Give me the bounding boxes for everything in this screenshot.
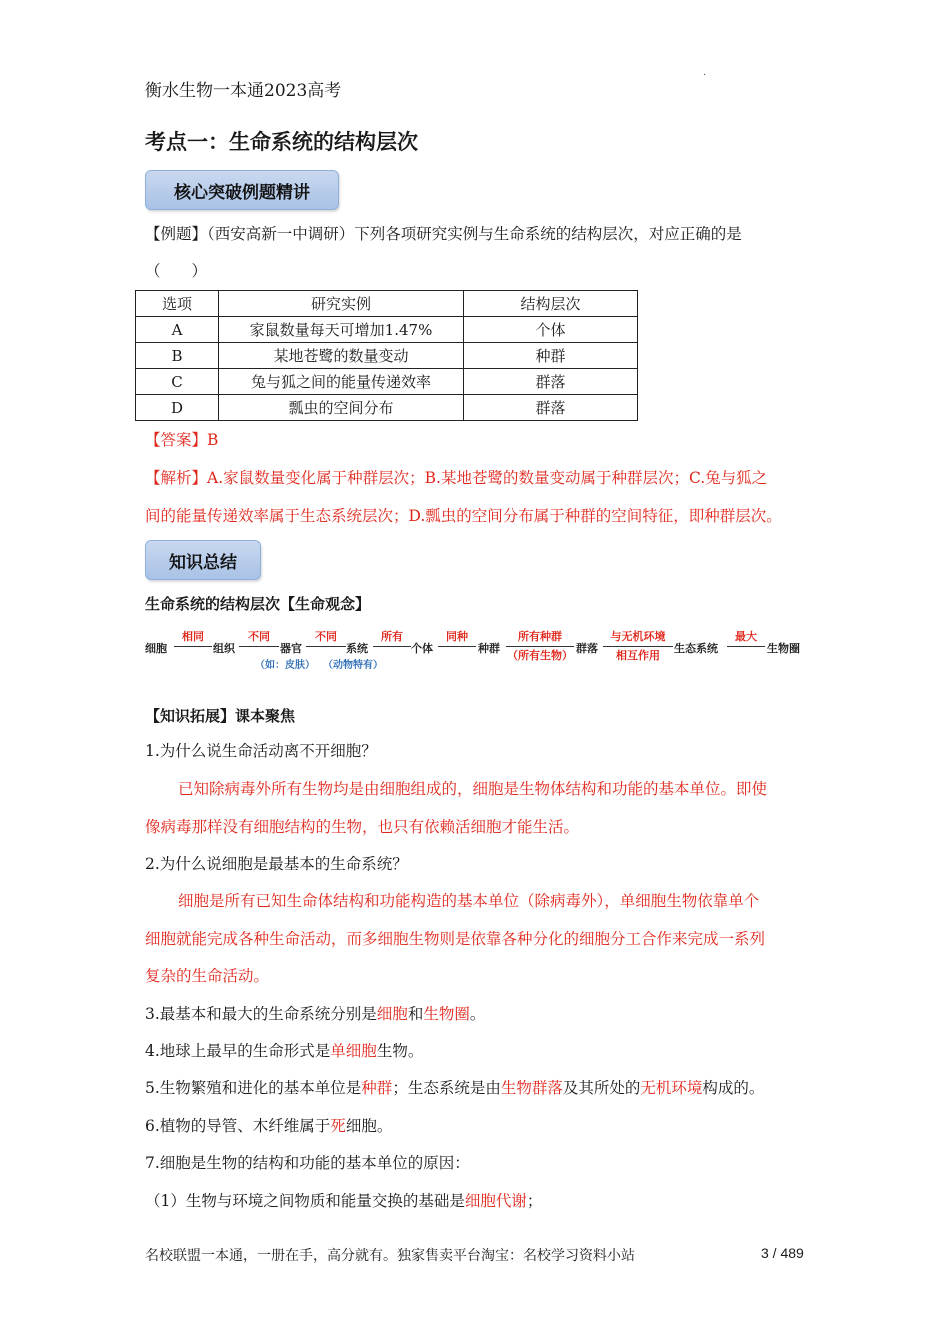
flow-node-cell: 细胞 xyxy=(145,642,167,655)
flow-node-system: 系统 xyxy=(346,642,368,655)
q3-answer: 细胞 xyxy=(376,1005,408,1023)
flow-label: 不同 xyxy=(248,630,270,643)
flow-label: 与无机环境 xyxy=(610,630,666,643)
header-dot: · xyxy=(703,70,707,81)
question-5 xyxy=(145,1078,764,1098)
flow-label: （所有生物） xyxy=(507,649,573,662)
q4-answer: 单细胞 xyxy=(330,1042,377,1060)
q3-text: 3.最基本和最大的生命系统分别是 xyxy=(145,1005,377,1023)
flow-arrow-line xyxy=(373,646,411,647)
answer-2-line2: 细胞就能完成各种生命活动，而多细胞生物则是依靠各种分化的细胞分工合作来完成一系列 xyxy=(145,930,766,948)
q5-answer: 无机环境 xyxy=(640,1079,703,1097)
q7-1-answer: 细胞代谢 xyxy=(464,1192,527,1210)
question-6 xyxy=(145,1116,392,1136)
flow-node-ecosystem: 生态系统 xyxy=(674,642,718,655)
page-number: 3 / 489 xyxy=(761,1245,804,1261)
question-2: 2.为什么说细胞是最基本的生命系统？ xyxy=(145,855,408,873)
table-row xyxy=(136,317,638,343)
answer-1-line1: 已知除病毒外所有生物均是由细胞组成的，细胞是生物体结构和功能的基本单位。即使 xyxy=(178,780,768,798)
flow-node-population: 种群 xyxy=(478,642,500,655)
options-table xyxy=(135,290,638,421)
table-cell: 某地苍鹭的数量变动 xyxy=(219,343,464,369)
q6-answer: 死 xyxy=(330,1117,346,1135)
document-header: 衡水生物一本通2023高考 xyxy=(145,81,342,101)
q6-text: 6.植物的导管、木纤维属于 xyxy=(145,1117,331,1135)
q5-text: ；生态系统是由 xyxy=(392,1079,501,1097)
q4-text: 生物。 xyxy=(376,1042,424,1060)
flow-label: 所有种群 xyxy=(518,630,562,643)
summary-section-pill: 知识总结 xyxy=(145,540,261,580)
q5-answer: 生物群落 xyxy=(500,1079,563,1097)
extension-title: 【知识拓展】课本聚焦 xyxy=(145,707,296,725)
analysis-line2: 间的能量传递效率属于生态系统层次；D.瓢虫的空间分布属于种群的空间特征，即种群层次。 xyxy=(145,507,782,525)
table-row xyxy=(136,395,638,421)
q5-answer: 种群 xyxy=(361,1079,393,1097)
table-row xyxy=(136,343,638,369)
page-footer: 名校联盟一本通，一册在手，高分就有。独家售卖平台淘宝：名校学习资料小站 xyxy=(145,1248,635,1264)
q3-answer: 生物圈 xyxy=(423,1005,470,1023)
flow-label: 相互作用 xyxy=(616,649,660,662)
flow-node-biosphere: 生物圈 xyxy=(767,642,800,655)
table-cell: A xyxy=(136,317,219,343)
table-header-cell: 选项 xyxy=(136,291,219,317)
flow-label: 同种 xyxy=(446,630,468,643)
flow-label: 最大 xyxy=(735,630,757,643)
flow-note: （如：皮肤） xyxy=(255,660,315,671)
table-header-row xyxy=(136,291,638,317)
q7-1-text: ； xyxy=(526,1192,543,1210)
flow-arrow-line xyxy=(306,646,346,647)
flow-label: 相同 xyxy=(182,630,204,643)
answer-2-line3: 复杂的生命活动。 xyxy=(145,967,270,985)
q7-1-text: （1）生物与环境之间物质和能量交换的基础是 xyxy=(145,1192,465,1210)
table-cell: D xyxy=(136,395,219,421)
example-question-line1: 【例题】（西安高新一中调研）下列各项研究实例与生命系统的结构层次，对应正确的是 xyxy=(145,225,742,243)
question-7-1 xyxy=(145,1191,542,1211)
flow-node-community: 群落 xyxy=(576,642,598,655)
flow-arrow-line xyxy=(239,646,279,647)
answer: 【答案】B xyxy=(145,431,219,449)
structure-level-flow xyxy=(145,626,815,674)
table-header-cell: 研究实例 xyxy=(219,291,464,317)
flow-note: （动物特有） xyxy=(323,660,383,671)
question-4 xyxy=(145,1041,423,1061)
table-cell: 兔与狐之间的能量传递效率 xyxy=(219,369,464,395)
table-cell: 群落 xyxy=(464,395,638,421)
flow-node-organ: 器官 xyxy=(280,642,302,655)
answer-2-line1: 细胞是所有已知生命体结构和功能构造的基本单位（除病毒外），单细胞生物依靠单个 xyxy=(178,892,760,910)
flow-arrow-line xyxy=(727,646,765,647)
q5-text: 及其所处的 xyxy=(562,1079,641,1097)
table-cell: 种群 xyxy=(464,343,638,369)
table-cell: 个体 xyxy=(464,317,638,343)
section-title: 考点一：生命系统的结构层次 xyxy=(145,130,418,154)
flow-arrow-line xyxy=(174,646,212,647)
answer-1-line2: 像病毒那样没有细胞结构的生物，也只有依赖活细胞才能生活。 xyxy=(145,818,580,836)
table-cell: 瓢虫的空间分布 xyxy=(219,395,464,421)
example-section-pill: 核心突破例题精讲 xyxy=(145,170,339,210)
question-3 xyxy=(145,1004,485,1024)
table-cell: 家鼠数量每天可增加1.47% xyxy=(219,317,464,343)
flow-label: 不同 xyxy=(315,630,337,643)
flow-node-individual: 个体 xyxy=(411,642,433,655)
question-1: 1.为什么说生命活动离不开细胞？ xyxy=(145,742,377,760)
q4-text: 4.地球上最早的生命形式是 xyxy=(145,1042,331,1060)
table-row xyxy=(136,369,638,395)
flow-node-tissue: 组织 xyxy=(213,642,235,655)
q5-text: 构成的。 xyxy=(702,1079,765,1097)
q5-text: 5.生物繁殖和进化的基本单位是 xyxy=(145,1079,362,1097)
q3-text: 。 xyxy=(469,1005,486,1023)
flow-label: 所有 xyxy=(381,630,403,643)
table-cell: 群落 xyxy=(464,369,638,395)
table-header-cell: 结构层次 xyxy=(464,291,638,317)
q6-text: 细胞。 xyxy=(345,1117,393,1135)
q3-text: 和 xyxy=(407,1005,424,1023)
table-cell: C xyxy=(136,369,219,395)
summary-title: 生命系统的结构层次【生命观念】 xyxy=(145,595,371,613)
question-7: 7.细胞是生物的结构和功能的基本单位的原因： xyxy=(145,1154,470,1172)
table-cell: B xyxy=(136,343,219,369)
example-question-line2: （ ） xyxy=(145,262,208,280)
flow-arrow-line xyxy=(438,646,476,647)
analysis-line1: 【解析】A.家鼠数量变化属于种群层次；B.某地苍鹭的数量变动属于种群层次；C.兔与狐之 xyxy=(145,469,768,487)
